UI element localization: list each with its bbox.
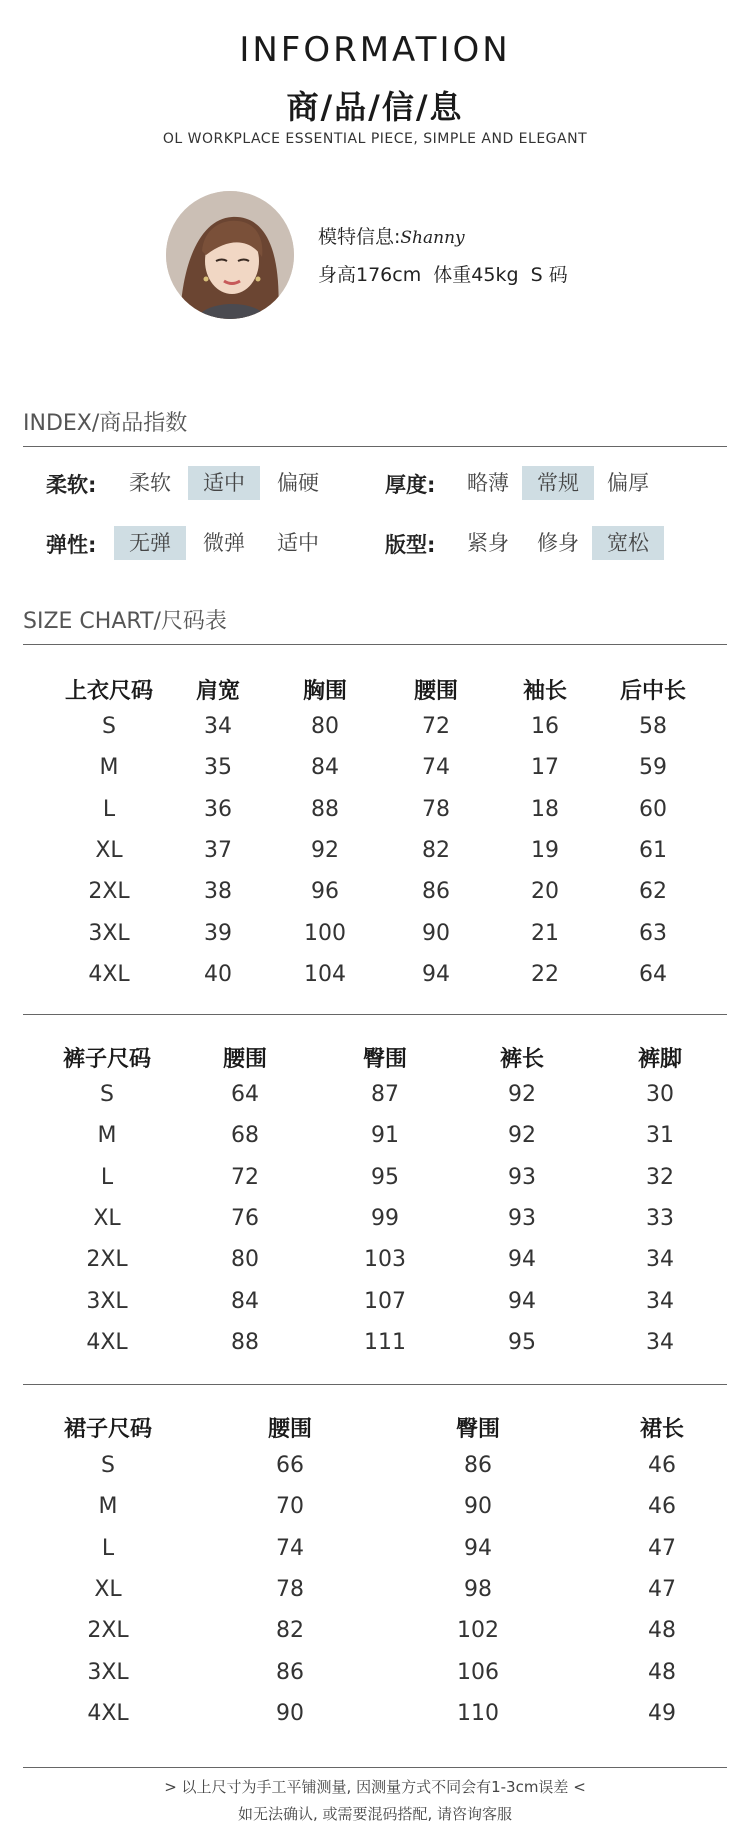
table-header-cell: 裙长 — [639, 1417, 684, 1442]
index-option: 紧身 — [467, 531, 509, 555]
index-option: 修身 — [537, 531, 579, 555]
table-value-cell: 17 — [531, 755, 559, 780]
table-value-cell: 86 — [276, 1660, 304, 1685]
index-option: 柔软 — [129, 471, 171, 495]
table-value-cell: 20 — [531, 879, 559, 904]
table-value-cell: 63 — [639, 921, 667, 946]
table-size-cell: 4XL — [86, 1330, 128, 1355]
table-header-cell: 上衣尺码 — [64, 679, 153, 704]
table-header-cell: 后中长 — [619, 679, 686, 704]
index-option-selected: 适中 — [188, 466, 260, 500]
table-size-cell: L — [102, 797, 116, 822]
page-title-cn: 商/品/信/息 — [286, 88, 464, 126]
index-option: 偏厚 — [607, 471, 649, 495]
table-size-cell: L — [101, 1536, 115, 1561]
index-option: 适中 — [277, 531, 319, 555]
table-value-cell: 47 — [648, 1577, 676, 1602]
table-value-cell: 74 — [276, 1536, 304, 1561]
index-option: 偏硬 — [277, 471, 319, 495]
table-divider — [23, 1384, 727, 1385]
table-value-cell: 82 — [422, 838, 450, 863]
index-option-selected: 无弹 — [114, 526, 186, 560]
index-option-selected: 常规 — [522, 466, 594, 500]
table-value-cell: 84 — [231, 1289, 259, 1314]
table-header-cell: 裤长 — [499, 1047, 544, 1072]
table-value-cell: 32 — [646, 1165, 674, 1190]
table-value-cell: 48 — [648, 1618, 676, 1643]
table-size-cell: 2XL — [86, 1247, 128, 1272]
table-value-cell: 104 — [304, 962, 346, 987]
table-value-cell: 78 — [276, 1577, 304, 1602]
table-value-cell: 38 — [204, 879, 232, 904]
table-value-cell: 76 — [231, 1206, 259, 1231]
page-subtitle: OL WORKPLACE ESSENTIAL PIECE, SIMPLE AND ELEGANT — [162, 131, 588, 147]
table-value-cell: 102 — [457, 1618, 499, 1643]
table-value-cell: 34 — [646, 1330, 674, 1355]
table-value-cell: 62 — [639, 879, 667, 904]
table-value-cell: 18 — [531, 797, 559, 822]
table-header-cell: 腰围 — [222, 1047, 267, 1072]
table-value-cell: 33 — [646, 1206, 674, 1231]
table-value-cell: 94 — [464, 1536, 492, 1561]
table-value-cell: 94 — [508, 1247, 536, 1272]
index-divider — [23, 446, 727, 447]
table-value-cell: 92 — [508, 1123, 536, 1148]
table-value-cell: 91 — [371, 1123, 399, 1148]
table-size-cell: 2XL — [88, 879, 130, 904]
table-size-cell: M — [98, 1494, 118, 1519]
index-option: 略薄 — [467, 471, 509, 495]
footer-note-1: > 以上尺寸为手工平铺测量, 因测量方式不同会有1-3cm误差 < — [164, 1778, 586, 1796]
table-value-cell: 34 — [204, 714, 232, 739]
table-value-cell: 87 — [371, 1082, 399, 1107]
table-value-cell: 48 — [648, 1660, 676, 1685]
table-size-cell: 3XL — [88, 921, 130, 946]
table-header-cell: 臀围 — [362, 1047, 407, 1072]
table-size-cell: 2XL — [87, 1618, 129, 1643]
table-value-cell: 80 — [311, 714, 339, 739]
table-value-cell: 59 — [639, 755, 667, 780]
table-value-cell: 93 — [508, 1165, 536, 1190]
table-value-cell: 30 — [646, 1082, 674, 1107]
table-value-cell: 92 — [508, 1082, 536, 1107]
table-value-cell: 39 — [204, 921, 232, 946]
table-size-cell: S — [101, 1453, 115, 1478]
table-size-cell: XL — [94, 1577, 122, 1602]
table-size-cell: 3XL — [86, 1289, 128, 1314]
table-value-cell: 68 — [231, 1123, 259, 1148]
model-portrait-image — [166, 191, 294, 319]
table-value-cell: 46 — [648, 1494, 676, 1519]
table-value-cell: 35 — [204, 755, 232, 780]
table-divider — [23, 1014, 727, 1015]
table-value-cell: 72 — [422, 714, 450, 739]
footer-divider — [23, 1767, 727, 1768]
table-value-cell: 19 — [531, 838, 559, 863]
table-value-cell: 49 — [648, 1701, 676, 1726]
table-size-cell: M — [97, 1123, 117, 1148]
model-info-label — [318, 222, 465, 249]
table-value-cell: 47 — [648, 1536, 676, 1561]
table-value-cell: 72 — [231, 1165, 259, 1190]
table-size-cell: XL — [93, 1206, 121, 1231]
model-stats: 身高176cm 体重45kg S 码 — [318, 264, 568, 286]
size-chart-divider — [23, 644, 727, 645]
table-value-cell: 60 — [639, 797, 667, 822]
table-value-cell: 22 — [531, 962, 559, 987]
table-value-cell: 95 — [508, 1330, 536, 1355]
table-value-cell: 16 — [531, 714, 559, 739]
index-label: 弹性: — [46, 533, 97, 557]
table-value-cell: 99 — [371, 1206, 399, 1231]
table-value-cell: 111 — [364, 1330, 406, 1355]
footer-note-2: 如无法确认, 或需要混码搭配, 请咨询客服 — [237, 1805, 513, 1823]
table-header-cell: 腰围 — [267, 1417, 312, 1442]
table-value-cell: 88 — [311, 797, 339, 822]
index-label: 柔软: — [46, 473, 97, 497]
table-value-cell: 107 — [364, 1289, 406, 1314]
table-size-cell: 3XL — [87, 1660, 129, 1685]
table-value-cell: 64 — [231, 1082, 259, 1107]
table-size-cell: XL — [95, 838, 123, 863]
table-value-cell: 92 — [311, 838, 339, 863]
table-value-cell: 84 — [311, 755, 339, 780]
table-header-cell: 裤脚 — [637, 1047, 682, 1072]
page-title-en: INFORMATION — [239, 30, 511, 70]
table-size-cell: S — [100, 1082, 114, 1107]
model-signature: Shanny — [400, 228, 465, 248]
table-header-cell: 袖长 — [522, 679, 567, 704]
table-value-cell: 74 — [422, 755, 450, 780]
model-avatar — [166, 191, 294, 319]
table-value-cell: 95 — [371, 1165, 399, 1190]
table-value-cell: 96 — [311, 879, 339, 904]
model-label: 模特信息: — [318, 226, 401, 248]
table-value-cell: 61 — [639, 838, 667, 863]
table-value-cell: 70 — [276, 1494, 304, 1519]
table-value-cell: 46 — [648, 1453, 676, 1478]
table-header-cell: 肩宽 — [195, 679, 240, 704]
table-value-cell: 58 — [639, 714, 667, 739]
index-option-selected: 宽松 — [592, 526, 664, 560]
table-size-cell: 4XL — [87, 1701, 129, 1726]
table-value-cell: 37 — [204, 838, 232, 863]
table-value-cell: 88 — [231, 1330, 259, 1355]
table-value-cell: 103 — [364, 1247, 406, 1272]
table-value-cell: 98 — [464, 1577, 492, 1602]
table-header-cell: 裤子尺码 — [62, 1047, 151, 1072]
table-value-cell: 90 — [276, 1701, 304, 1726]
index-label: 版型: — [385, 533, 436, 557]
table-value-cell: 34 — [646, 1247, 674, 1272]
table-size-cell: S — [102, 714, 116, 739]
table-header-cell: 臀围 — [455, 1417, 500, 1442]
table-value-cell: 94 — [422, 962, 450, 987]
table-size-cell: 4XL — [88, 962, 130, 987]
table-value-cell: 94 — [508, 1289, 536, 1314]
table-value-cell: 86 — [422, 879, 450, 904]
table-value-cell: 106 — [457, 1660, 499, 1685]
index-option: 微弹 — [203, 531, 245, 555]
index-heading: INDEX/商品指数 — [23, 411, 188, 436]
table-value-cell: 36 — [204, 797, 232, 822]
table-header-cell: 腰围 — [413, 679, 458, 704]
table-value-cell: 100 — [304, 921, 346, 946]
table-size-cell: L — [100, 1165, 114, 1190]
table-value-cell: 21 — [531, 921, 559, 946]
table-value-cell: 90 — [464, 1494, 492, 1519]
table-value-cell: 93 — [508, 1206, 536, 1231]
table-header-cell: 胸围 — [302, 679, 347, 704]
table-value-cell: 82 — [276, 1618, 304, 1643]
size-chart-heading: SIZE CHART/尺码表 — [23, 609, 227, 634]
table-value-cell: 40 — [204, 962, 232, 987]
table-header-cell: 裙子尺码 — [63, 1417, 152, 1442]
table-value-cell: 31 — [646, 1123, 674, 1148]
table-value-cell: 80 — [231, 1247, 259, 1272]
table-value-cell: 34 — [646, 1289, 674, 1314]
table-value-cell: 90 — [422, 921, 450, 946]
table-value-cell: 110 — [457, 1701, 499, 1726]
index-label: 厚度: — [385, 473, 436, 497]
table-size-cell: M — [99, 755, 119, 780]
table-value-cell: 86 — [464, 1453, 492, 1478]
table-value-cell: 78 — [422, 797, 450, 822]
table-value-cell: 64 — [639, 962, 667, 987]
table-value-cell: 66 — [276, 1453, 304, 1478]
